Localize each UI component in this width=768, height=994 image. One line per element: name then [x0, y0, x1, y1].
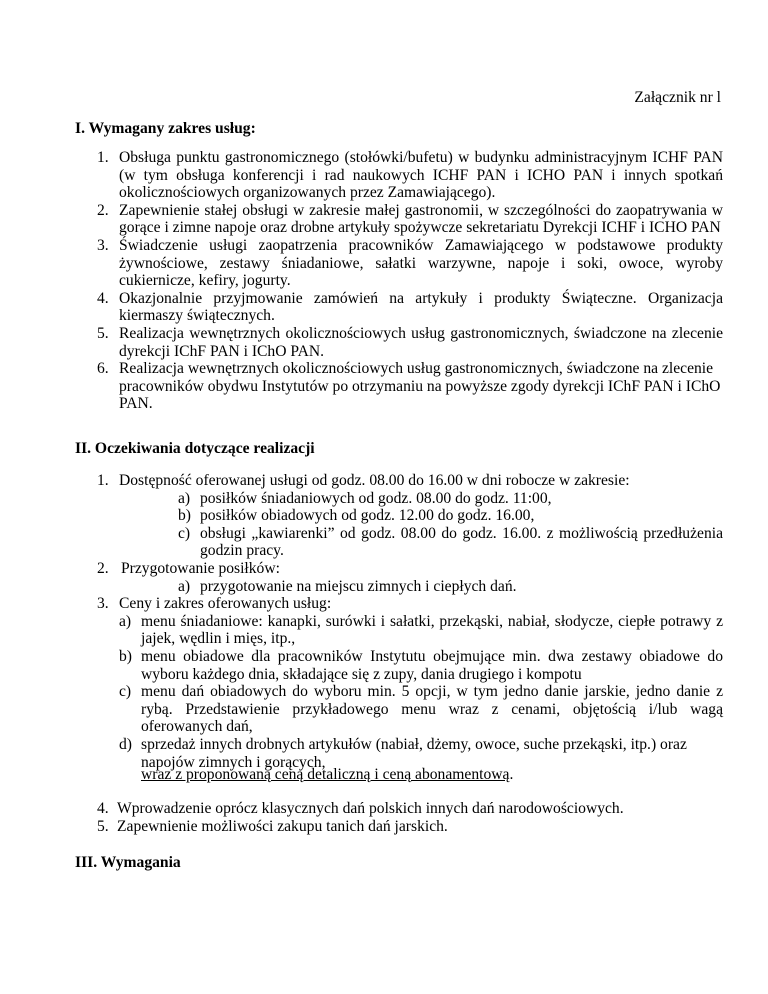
item-letter: c) [178, 524, 191, 542]
item-text: Okazjonalnie przyjmowanie zamówień na artykuły i produkty Świąteczne. Organizacja kiermaszy świątecznych. [119, 289, 723, 325]
item-letter: d) [119, 735, 132, 753]
section-1-list [97, 149, 723, 413]
item-text: posiłków obiadowych od godz. 12.00 do godz. 16.00, [200, 507, 535, 525]
item-letter: a) [178, 577, 191, 595]
item-letter: a) [178, 489, 191, 507]
list-item [97, 560, 723, 595]
section-3-heading: III. Wymagania [75, 854, 181, 871]
list-item [97, 472, 723, 560]
pricing-note [141, 766, 513, 784]
item-letter: c) [119, 683, 132, 701]
item-number: 4. [97, 800, 109, 817]
list-item [97, 325, 723, 360]
item-number: 1. [97, 149, 109, 166]
item-number: 5. [97, 324, 109, 342]
item-text: menu obiadowe dla pracowników Instytutu obejmujące min. dwa zestawy obiadowe do wyboru każdego dnia, składające się z zupy, dania drugiego i kompotu [141, 647, 723, 683]
item-number: 2. [97, 559, 109, 577]
list-item [97, 237, 723, 290]
sub-list-item [119, 613, 723, 648]
item-number: 3. [97, 236, 109, 254]
section-1-heading: I. Wymagany zakres usług: [75, 120, 256, 137]
list-item [97, 290, 723, 325]
list-item [97, 149, 723, 202]
list-item [97, 202, 723, 237]
sub-list-item [119, 648, 723, 683]
item-text: obsługi „kawiarenki” od godz. 08.00 do godz. 16.00. z możliwością przedłużenia godzin pracy. [200, 524, 723, 560]
item-text: Zapewnienie możliwości zakupu tanich dań jarskich. [117, 817, 448, 835]
sub-list-item [178, 578, 723, 596]
item-text: Ceny i zakres oferowanych usług: [119, 595, 332, 613]
annex-label: Załącznik nr l [634, 89, 721, 106]
sublist [178, 578, 723, 596]
sub-list-item [178, 490, 723, 508]
item-text: Obsługa punktu gastronomicznego (stołówki/bufetu) w budynku administracyjnym ICHF PAN (w tym obsługa konferencji i rad naukowych ICHF PAN i ICHO PAN i innych spotkań okolicznościowych organizowanych przez Zamawiającego). [119, 149, 723, 202]
item-text: posiłków śniadaniowych od godz. 08.00 do godz. 11:00, [200, 489, 552, 507]
item-number: 1. [97, 472, 109, 489]
section-2-list-continued [97, 800, 723, 835]
item-number: 4. [97, 289, 109, 307]
item-text: Wprowadzenie oprócz klasycznych dań polskich innych dań narodowościowych. [117, 800, 624, 817]
item-text: menu dań obiadowych do wyboru min. 5 opcji, w tym jedno danie jarskie, jedno danie z rybą. Przedstawienie przykładowego menu wraz z cenami, objętością i/lub wagą oferowanych dań, [141, 683, 723, 736]
sublist [119, 613, 723, 771]
item-letter: a) [119, 612, 132, 630]
item-number: 6. [97, 360, 109, 378]
item-text: Świadczenie usługi zaopatrzenia pracowników Zamawiającego w podstawowe produkty żywnościowe, zestawy śniadaniowe, sałatki warzywne, napoje i soki, owoce, wyroby cukiernicze, kefiry, jogurty. [119, 236, 723, 290]
item-text: menu śniadaniowe: kanapki, surówki i sałatki, przekąski, nabiał, słodycze, ciepłe potrawy z jajek, wędlin i mięs, itp., [141, 612, 723, 648]
sub-list-item [119, 683, 723, 736]
section-2-list [97, 472, 723, 771]
pricing-note-text: wraz z proponowaną ceną detaliczną i ceną abonamentową [141, 766, 510, 783]
item-letter: b) [178, 507, 191, 525]
item-text: przygotowanie na miejscu zimnych i ciepłych dań. [200, 577, 517, 595]
item-letter: b) [119, 647, 132, 665]
item-text: sprzedaż innych drobnych artykułów (nabiał, dżemy, owoce, suche przekąski, itp.) oraz napojów zimnych i gorących, [141, 735, 687, 771]
item-number: 3. [97, 595, 109, 613]
section-2-heading: II. Oczekiwania dotyczące realizacji [75, 440, 315, 457]
list-item [97, 800, 723, 818]
item-number: 5. [97, 817, 109, 835]
item-text: Realizacja wewnętrznych okolicznościowych usług gastronomicznych, świadczone na zlecenie dyrekcji IChF PAN i IChO PAN. [119, 324, 723, 360]
sublist [178, 490, 723, 560]
item-text: Dostępność oferowanej usługi od godz. 08.00 do 16.00 w dni robocze w zakresie: [119, 472, 630, 489]
list-item [97, 360, 723, 413]
list-item [97, 818, 723, 836]
list-item [97, 595, 723, 771]
item-number: 2. [97, 201, 109, 219]
item-text: Przygotowanie posiłków: [121, 559, 280, 577]
pricing-note-end: . [509, 766, 514, 783]
item-text: Zapewnienie stałej obsługi w zakresie małej gastronomii, w szczególności do zaopatrywania w gorące i zimne napoje oraz drobne artykuły spożywcze sekretariatu Dyrekcji ICHF i ICHO PAN [119, 201, 723, 237]
sub-list-item [178, 525, 723, 560]
item-text: Realizacja wewnętrznych okolicznościowych usług gastronomicznych, świadczone na zlecenie pracowników obydwu Instytutów po otrzymaniu na powyższe zgody dyrekcji IChF PAN i IChO PAN. [119, 360, 721, 413]
sub-list-item [178, 507, 723, 525]
